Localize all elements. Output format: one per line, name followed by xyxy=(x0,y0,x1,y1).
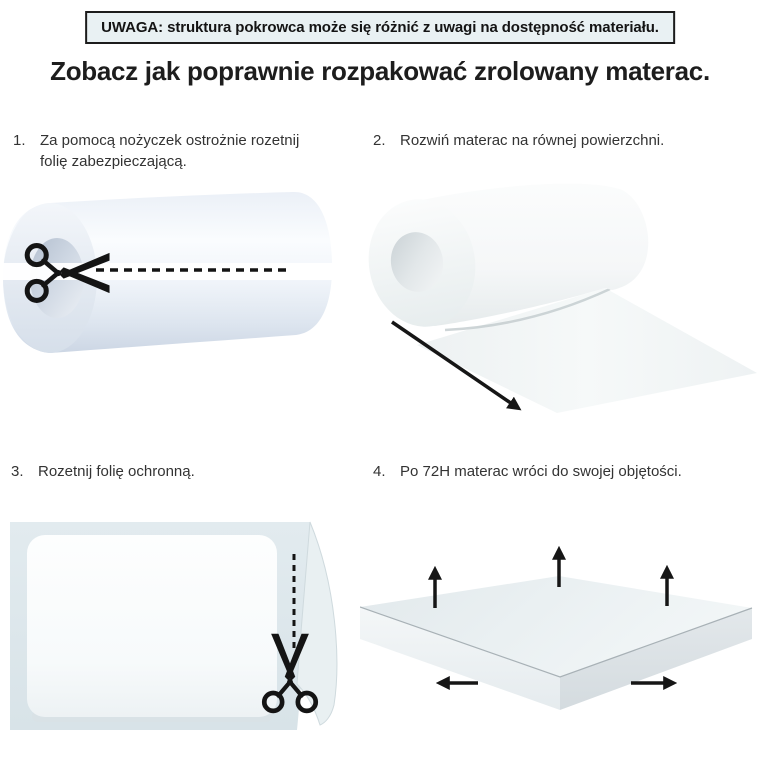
step-1-number: 1. xyxy=(13,132,26,149)
step-4-text: Po 72H materac wróci do swojej objętości. xyxy=(400,463,682,480)
slab-top-face xyxy=(360,576,752,677)
step-1-text: Za pomocą nożyczek ostrożnie rozetnij folię zabezpieczającą. xyxy=(40,132,300,171)
step-3-number: 3. xyxy=(11,463,24,480)
step-1-illustration-rolled-mattress xyxy=(0,180,360,430)
mattress xyxy=(27,535,277,717)
notice-banner xyxy=(85,11,675,44)
step-2-text: Rozwiń materac na równej powierzchni. xyxy=(400,132,665,149)
step-1-caption xyxy=(13,130,343,173)
step-4-illustration-expanding-mattress xyxy=(360,520,760,760)
step-3-text: Rozetnij folię ochronną. xyxy=(38,463,195,480)
step-2-caption xyxy=(373,130,757,151)
step-2-number: 2. xyxy=(373,132,386,149)
step-3-caption xyxy=(11,461,356,482)
step-4-number: 4. xyxy=(373,463,386,480)
step-2-illustration-unrolling-mattress xyxy=(360,160,760,432)
step-4-caption xyxy=(373,461,757,482)
notice-banner-text: UWAGA: struktura pokrowca może się różnić z uwagi na dostępność materiału. xyxy=(101,19,659,36)
page-title: Zobacz jak poprawnie rozpakować zrolowany materac. xyxy=(50,56,710,86)
step-3-illustration-cut-protective-foil xyxy=(0,510,360,760)
